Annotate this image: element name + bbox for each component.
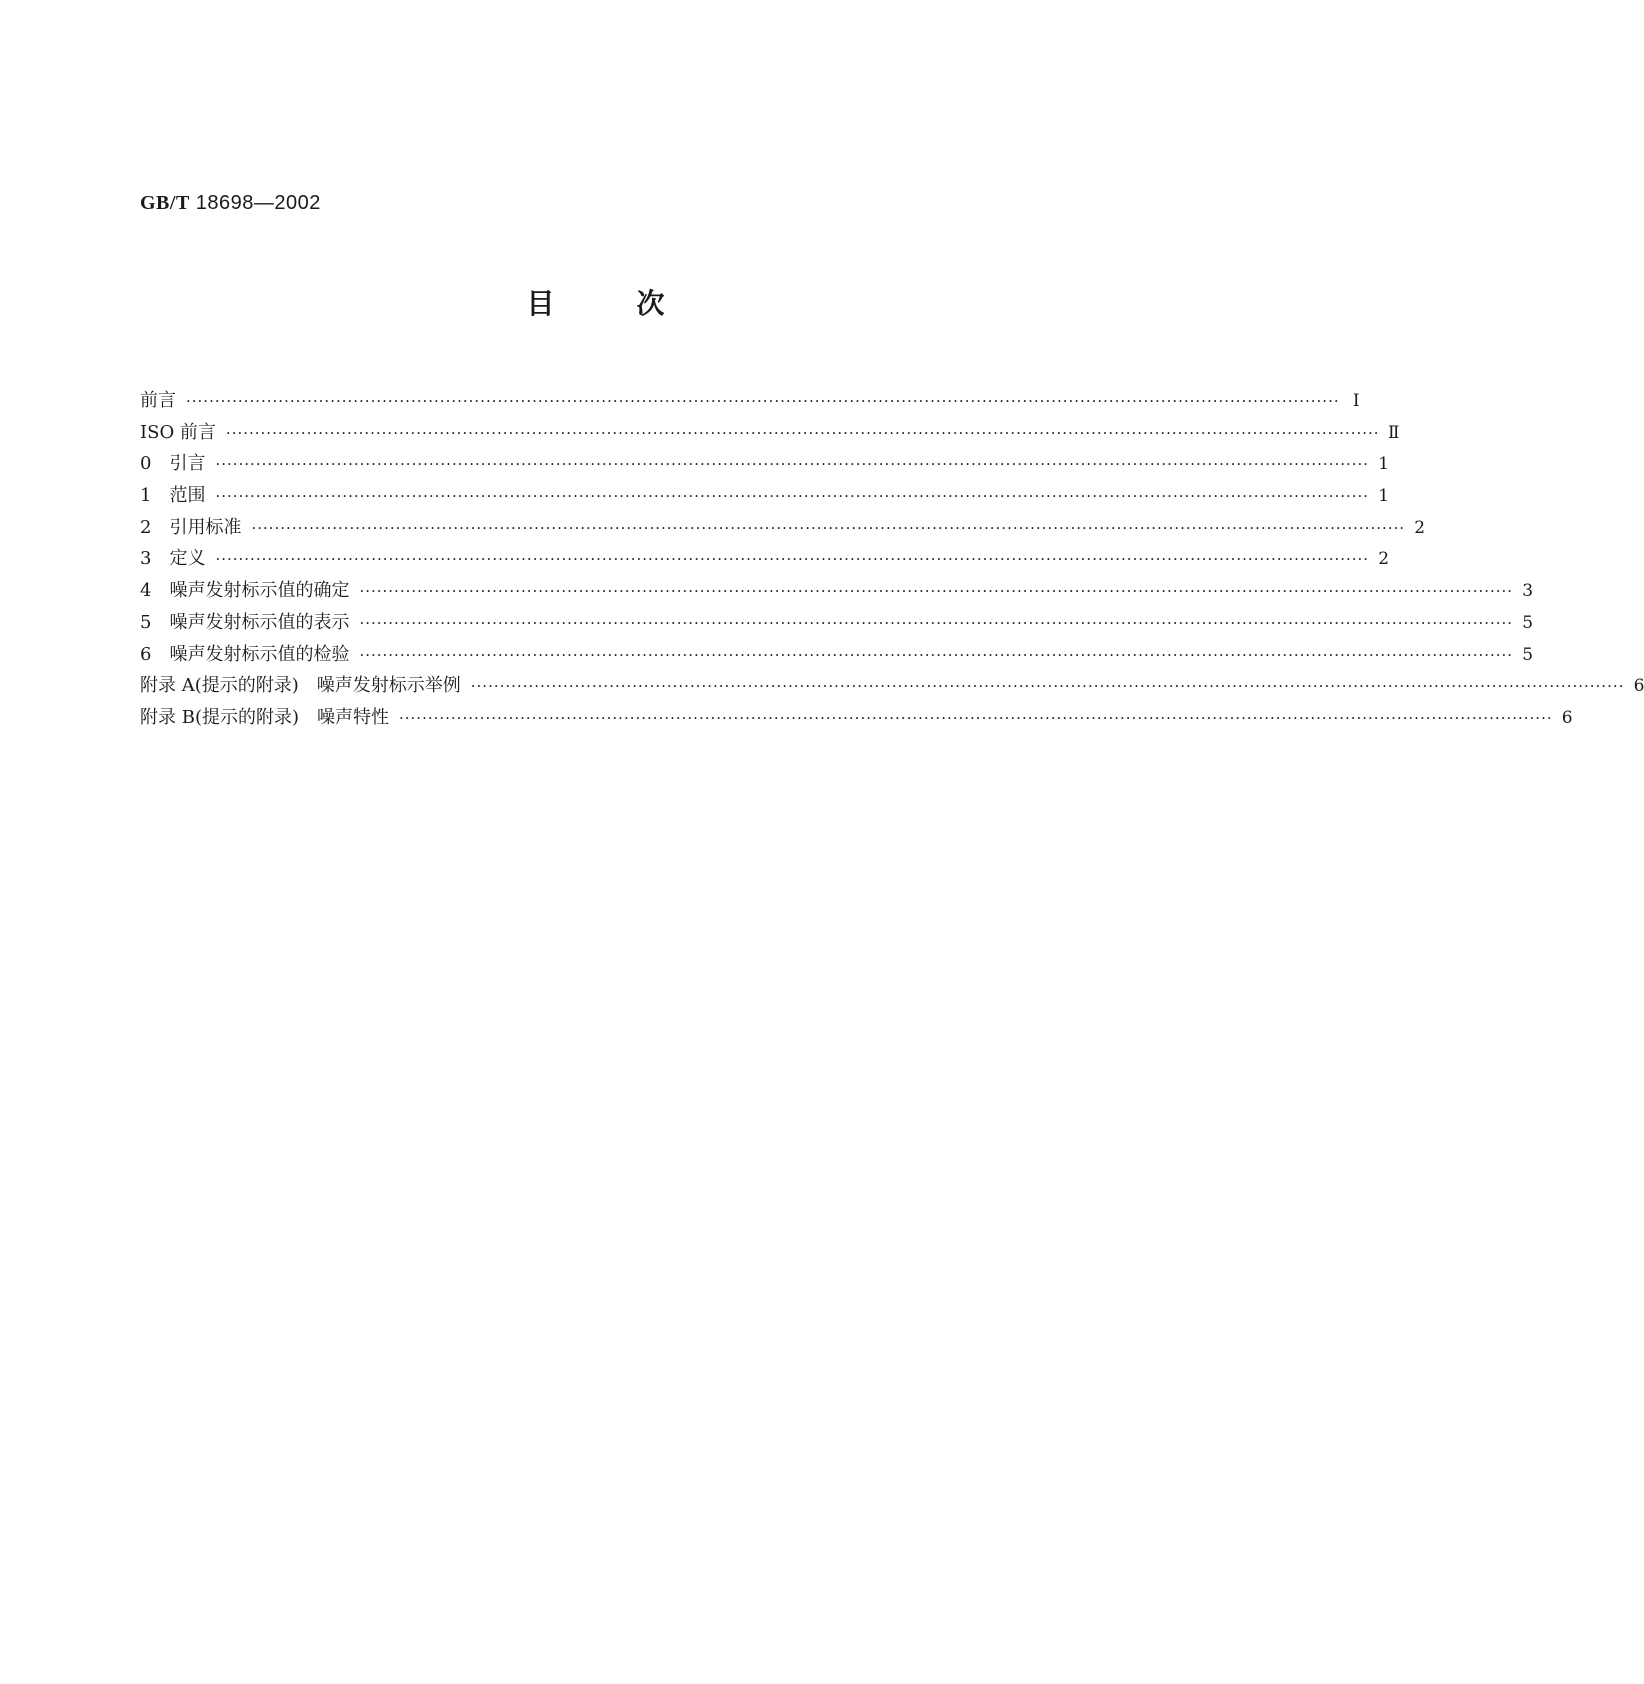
toc-entry-page: Ⅰ [1352,391,1360,411]
dot-leader: ········································································································································································································ [215,550,1370,569]
toc-entry-label: 5 噪声发射标示值的表示 [140,611,350,633]
toc-entry-label: 1 范围 [140,485,206,507]
dot-leader: ········································································································································································································ [399,708,1553,727]
toc-entry-page: 5 [1522,612,1534,633]
dot-leader: ········································································································································································································ [225,423,1380,442]
toc-entry[interactable] [140,386,1360,418]
dot-leader: ········································································································································································································ [215,455,1370,474]
toc-entry-label: 附录 A(提示的附录) 噪声发射标示举例 [140,675,461,697]
table-of-contents [140,386,1644,735]
toc-entry[interactable] [140,513,1426,545]
toc-entry[interactable] [140,640,1534,672]
standard-prefix: GB/T [140,192,190,214]
dot-leader: ········································································································································································································ [215,487,1370,506]
toc-entry-page: 3 [1522,581,1534,602]
toc-entry-page: 5 [1522,644,1534,665]
toc-entry[interactable] [140,671,1644,703]
toc-entry-page: 1 [1378,454,1390,475]
dot-leader: ········································································································································································································ [470,677,1625,696]
toc-entry-label: 前言 [140,390,176,411]
standard-code [140,190,321,215]
toc-entry[interactable] [140,449,1390,481]
standard-number: 18698—2002 [195,192,321,214]
toc-entry-label: 6 噪声发射标示值的检验 [140,643,350,665]
toc-entry[interactable] [140,481,1390,513]
toc-entry[interactable] [140,608,1534,640]
toc-entry-page: Ⅱ [1387,422,1400,443]
toc-entry-label: 0 引言 [140,453,206,475]
dot-leader: ········································································································································································································ [359,645,1514,664]
toc-entry-label: 附录 B(提示的附录) 噪声特性 [140,706,389,728]
toc-entry[interactable] [140,576,1534,608]
toc-entry[interactable] [140,703,1573,735]
toc-entry[interactable] [140,418,1400,450]
toc-entry-page: 2 [1378,549,1390,570]
toc-entry-page: 2 [1414,517,1426,538]
toc-entry-label: ISO 前言 [140,421,216,443]
dot-leader: ········································································································································································································ [186,392,1340,410]
toc-entry-label: 3 定义 [140,548,206,570]
toc-entry-page: 6 [1561,707,1573,728]
dot-leader: ········································································································································································································ [359,582,1514,601]
toc-entry-page: 6 [1633,676,1644,697]
dot-leader: ········································································································································································································ [359,613,1514,632]
toc-entry-label: 2 引用标准 [140,516,242,538]
toc-entry-label: 4 噪声发射标示值的确定 [140,580,350,602]
toc-entry[interactable] [140,544,1390,576]
toc-title: 目次 [526,287,747,320]
toc-entry-page: 1 [1378,486,1390,507]
dot-leader: ········································································································································································································ [251,518,1406,537]
